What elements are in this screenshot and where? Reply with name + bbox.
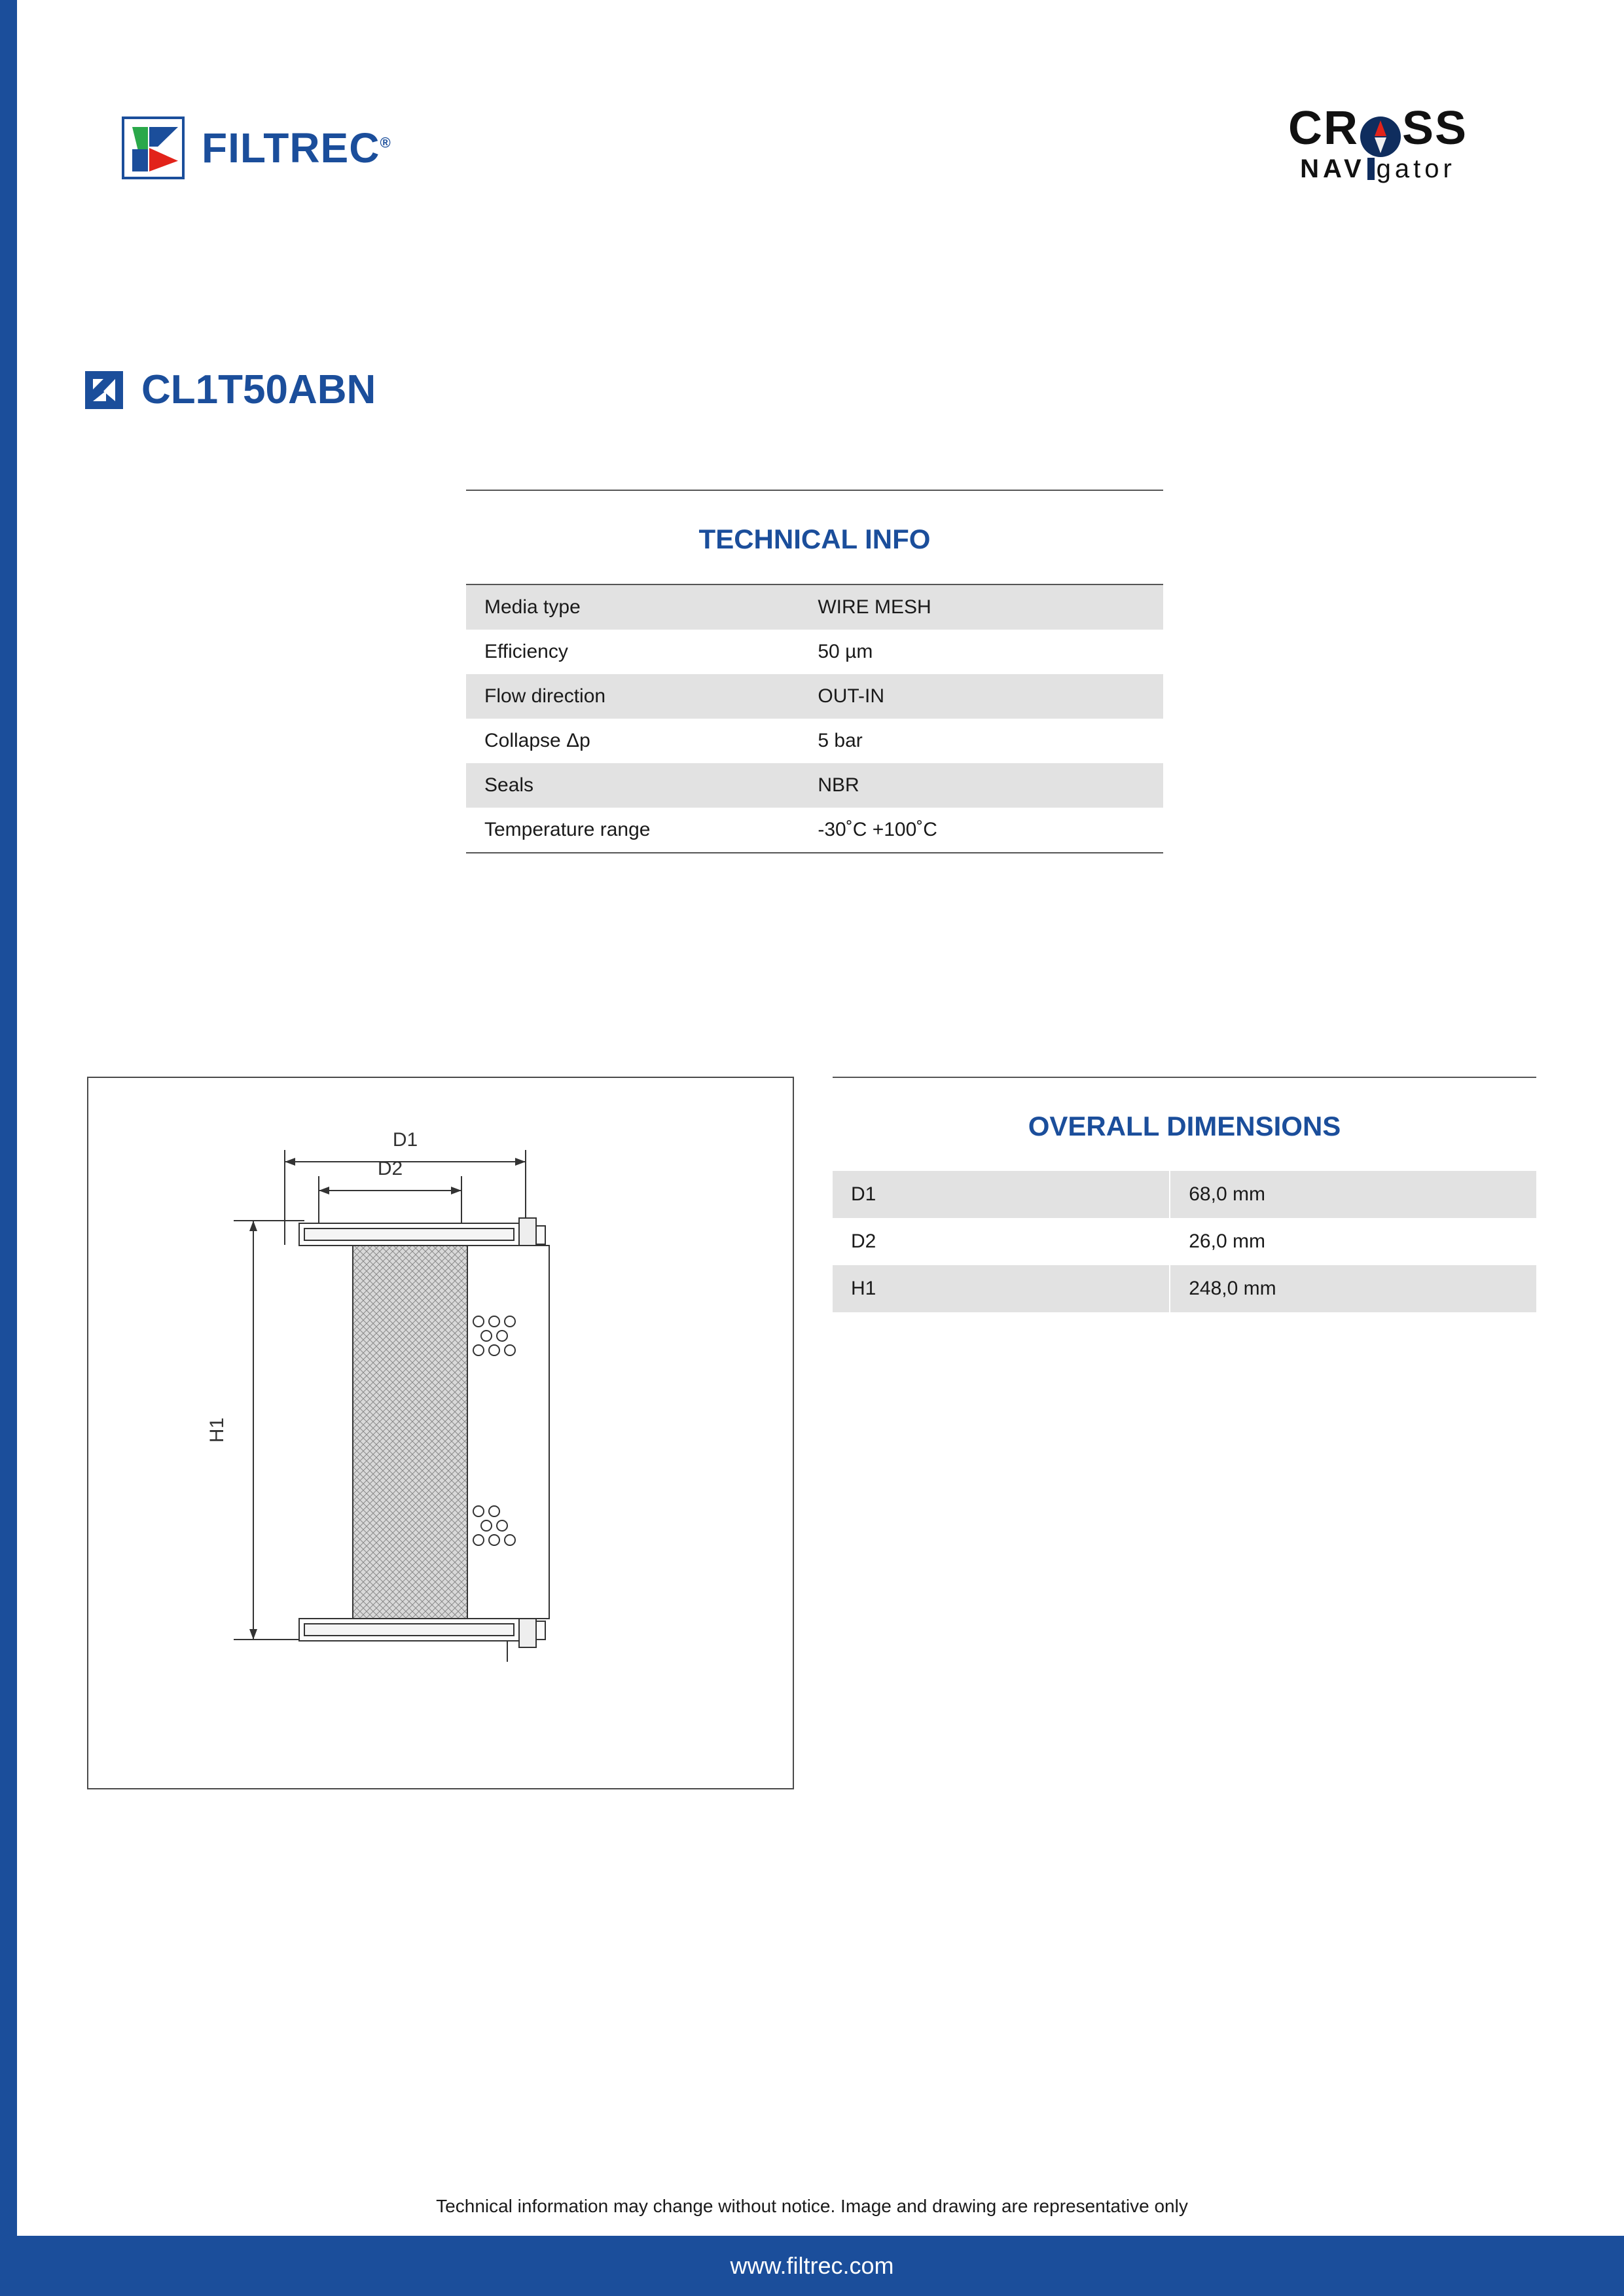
overall-dimensions-section	[833, 1077, 1536, 1312]
registered-mark: ®	[380, 134, 391, 151]
partner-logo	[1254, 102, 1502, 184]
compass-icon	[1360, 117, 1401, 157]
drawing-label-d2: D2	[377, 1158, 403, 1179]
spec-value: OUT-IN	[799, 674, 1163, 719]
table-row	[833, 1265, 1536, 1312]
footer-bar	[0, 2236, 1624, 2296]
spec-label: Efficiency	[484, 641, 568, 662]
spec-value: WIRE MESH	[799, 585, 1163, 630]
table-row	[466, 674, 1163, 719]
table-row	[833, 1218, 1536, 1265]
overall-dimensions-heading: OVERALL DIMENSIONS	[1028, 1111, 1341, 1141]
table-row	[466, 808, 1163, 852]
page-header	[0, 0, 1624, 262]
drawing-label-d1: D1	[392, 1129, 418, 1151]
spec-value: NBR	[799, 763, 1163, 808]
spec-label: Temperature range	[484, 819, 651, 840]
spec-label: Collapse Δp	[484, 730, 590, 751]
table-row	[466, 763, 1163, 808]
product-drawing	[88, 1078, 790, 1785]
spec-label: Media type	[466, 585, 799, 630]
dimension-value: 248,0 mm	[1170, 1265, 1536, 1312]
footer-disclaimer: Technical information may change without notice. Image and drawing are representative only	[436, 2196, 1188, 2216]
partner-logo-bottom-suffix: gator	[1376, 154, 1456, 183]
drawing-label-h1: H1	[206, 1417, 228, 1443]
technical-info-table	[466, 585, 1163, 852]
partner-logo-top-prefix: CR	[1288, 102, 1359, 154]
spec-value: -30˚C +100˚C	[818, 819, 937, 840]
partner-logo-top	[1288, 102, 1468, 154]
technical-info-heading: TECHNICAL INFO	[698, 524, 931, 554]
product-drawing-panel	[87, 1077, 794, 1789]
partner-logo-top-suffix: SS	[1401, 102, 1468, 154]
partner-logo-bar-icon	[1367, 158, 1375, 180]
website-link[interactable]: www.filtrec.com	[730, 2252, 894, 2279]
table-row	[833, 1171, 1536, 1218]
spec-label: Flow direction	[466, 674, 799, 719]
technical-info-bottom-rule	[466, 852, 1163, 853]
product-title-row	[85, 367, 376, 412]
table-row	[466, 719, 1163, 763]
dimension-label: D1	[833, 1171, 1170, 1218]
spec-label: Seals	[466, 763, 799, 808]
brand-name	[202, 124, 391, 171]
technical-info-top-rule	[466, 490, 1163, 491]
brand-logo	[122, 117, 391, 179]
technical-info-section	[466, 490, 1163, 853]
dimension-value: 26,0 mm	[1189, 1230, 1265, 1252]
overall-dimensions-top-rule	[833, 1077, 1536, 1078]
page-title: CL1T50ABN	[141, 367, 376, 412]
table-row	[466, 585, 1163, 630]
spec-value: 5 bar	[818, 730, 863, 751]
dimension-label: D2	[833, 1218, 1170, 1265]
left-edge-accent-bar	[0, 0, 17, 2296]
spec-value: 50 µm	[818, 641, 873, 662]
filtrec-logo-icon	[122, 117, 185, 179]
dimension-label: H1	[833, 1265, 1170, 1312]
partner-logo-bottom-prefix: NAV	[1300, 154, 1365, 183]
filtrec-badge-icon	[85, 371, 123, 409]
brand-name-text: FILTREC	[202, 124, 380, 171]
dimension-value: 68,0 mm	[1170, 1171, 1536, 1218]
table-row	[466, 630, 1163, 674]
partner-logo-bottom	[1254, 154, 1502, 184]
overall-dimensions-table	[833, 1171, 1536, 1312]
